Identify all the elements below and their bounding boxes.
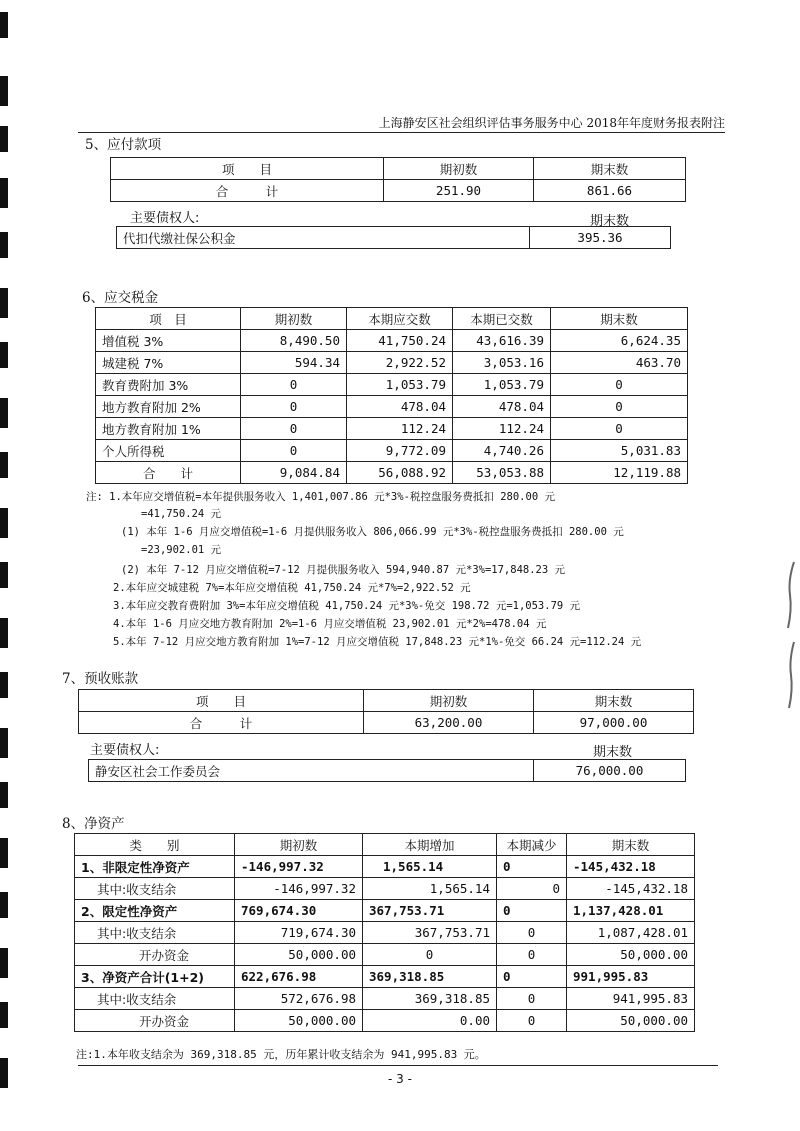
section-title: 6、应交税金 (82, 290, 159, 306)
table-row (75, 856, 695, 878)
note-line: (1) 本年 1-6 月应交增值税=1-6 月提供服务收入 806,066.99 元*3%-税控盘服务费抵扣 280.00 元 (121, 526, 624, 538)
tax-name: 个人所得税 (96, 440, 241, 462)
header-cell: 本期减少 (497, 834, 567, 856)
table-cell: 478.04 (453, 396, 551, 418)
table-cell: -146,997.32 (235, 856, 363, 878)
table-row (96, 330, 688, 352)
binding-mark (0, 562, 8, 588)
net-assets-table (74, 833, 695, 1032)
table-cell: 622,676.98 (235, 966, 363, 988)
table-header-row (75, 834, 695, 856)
creditor-table (116, 226, 671, 249)
section-title: 8、净资产 (62, 816, 125, 832)
header-cell: 期初数 (384, 158, 534, 180)
table-cell: 63,200.00 (364, 712, 534, 734)
binding-mark (0, 76, 8, 106)
table-row (96, 440, 688, 462)
section-title: 7、预收账款 (62, 671, 139, 687)
table-cell: 769,674.30 (235, 900, 363, 922)
binding-mark (0, 782, 8, 808)
table-cell: 12,119.88 (551, 462, 688, 484)
category-name: 2、限定性净资产 (75, 900, 235, 922)
header-cell: 期末数 (567, 834, 695, 856)
note-line: =23,902.01 元 (141, 544, 222, 556)
table-cell: 991,995.83 (567, 966, 695, 988)
table-cell: 0 (497, 900, 567, 922)
binding-mark (0, 178, 8, 208)
header-title: 上海静安区社会组织评估事务服务中心 2018年年度财务报表附注 (378, 116, 725, 130)
table-row (75, 900, 695, 922)
payables-table (110, 157, 686, 202)
binding-mark (0, 12, 8, 38)
note-line: 5.本年 7-12 月应交地方教育附加 1%=7-12 月应交增值税 17,848.23 元*1%-免交 66.24 元=112.24 元 (113, 636, 642, 648)
binding-mark (0, 618, 8, 648)
table-cell: 1,565.14 (363, 856, 497, 878)
note-line: =41,750.24 元 (141, 508, 222, 520)
table-cell: 50,000.00 (567, 944, 695, 966)
category-name: 3、净资产合计(1+2) (75, 966, 235, 988)
table-cell: 1,565.14 (363, 878, 497, 900)
end-balance-label: 期末数 (590, 214, 630, 229)
tax-name: 地方教育附加 1% (96, 418, 241, 440)
tax-name: 教育费附加 3% (96, 374, 241, 396)
table-row (75, 944, 695, 966)
table-cell: 9,084.84 (241, 462, 347, 484)
table-cell: 5,031.83 (551, 440, 688, 462)
binding-mark (0, 232, 8, 258)
table-cell: 53,053.88 (453, 462, 551, 484)
table-header-row (111, 158, 686, 180)
binding-mark (0, 288, 8, 318)
note-line: 4.本年 1-6 月应交地方教育附加 2%=1-6 月应交增值税 23,902.01 元*2%=478.04 元 (113, 618, 547, 630)
table-cell: 0 (241, 396, 347, 418)
page-number: - 3 - (388, 1072, 412, 1086)
category-name: 开办资金 (75, 944, 235, 966)
table-cell: 1,137,428.01 (567, 900, 695, 922)
binding-mark (0, 948, 8, 978)
table-row (96, 418, 688, 440)
table-cell: 941,995.83 (567, 988, 695, 1010)
table-row (75, 1010, 695, 1032)
end-balance-label: 期末数 (593, 745, 633, 760)
table-cell: 369,318.85 (363, 966, 497, 988)
page-header (78, 112, 725, 133)
header-cell: 类 别 (75, 834, 235, 856)
header-cell: 期末数 (534, 690, 694, 712)
table-cell: 369,318.85 (363, 988, 497, 1010)
note-line: 2.本年应交城建税 7%=本年应交增值税 41,750.24 元*7%=2,922.52 元 (113, 582, 471, 594)
table-cell: 41,750.24 (347, 330, 453, 352)
table-row (75, 922, 695, 944)
creditor-table (88, 759, 686, 782)
table-cell: 9,772.09 (347, 440, 453, 462)
table-cell: -146,997.32 (235, 878, 363, 900)
header-cell: 项 目 (79, 690, 364, 712)
tax-name: 增值税 3% (96, 330, 241, 352)
table-cell: 463.70 (551, 352, 688, 374)
creditor-name: 静安区社会工作委员会 (89, 760, 534, 782)
table-row (89, 760, 686, 782)
creditor-label: 主要债权人: (90, 743, 160, 758)
creditor-name: 代扣代缴社保公积金 (117, 227, 530, 249)
total-label: 合 计 (79, 712, 364, 734)
table-row (75, 988, 695, 1010)
table-cell: 76,000.00 (534, 760, 686, 782)
binding-mark (0, 342, 8, 368)
header-cell: 期初数 (364, 690, 534, 712)
header-cell: 本期增加 (363, 834, 497, 856)
binding-mark (0, 508, 8, 538)
table-cell: 478.04 (347, 396, 453, 418)
table-cell: 97,000.00 (534, 712, 694, 734)
table-cell: 56,088.92 (347, 462, 453, 484)
category-name: 其中:收支结余 (75, 922, 235, 944)
header-cell: 期初数 (235, 834, 363, 856)
table-cell: 0 (497, 922, 567, 944)
table-row (111, 180, 686, 202)
net-assets-note: 注:1.本年收支结余为 369,318.85 元，历年累计收支结余为 941,995.83 元。 (76, 1048, 486, 1061)
footer-divider (78, 1065, 718, 1066)
table-cell: 4,740.26 (453, 440, 551, 462)
header-cell: 本期应交数 (347, 308, 453, 330)
binding-mark (0, 728, 8, 758)
section-title: 5、应付款项 (85, 137, 162, 153)
header-cell: 项 目 (96, 308, 241, 330)
table-cell: 6,624.35 (551, 330, 688, 352)
table-row (75, 878, 695, 900)
table-cell: 0 (497, 944, 567, 966)
taxes-payable-table (95, 307, 688, 484)
table-cell: 50,000.00 (235, 944, 363, 966)
advance-receipts-table (78, 689, 694, 734)
seal-edge-mark (786, 560, 796, 630)
table-header-row (96, 308, 688, 330)
seal-edge-mark (786, 640, 796, 710)
binding-mark (0, 1002, 8, 1028)
category-name: 1、非限定性净资产 (75, 856, 235, 878)
table-cell: 594.34 (241, 352, 347, 374)
total-label: 合 计 (111, 180, 384, 202)
tax-name: 地方教育附加 2% (96, 396, 241, 418)
table-cell: 0 (497, 988, 567, 1010)
table-header-row (79, 690, 694, 712)
binding-mark (0, 838, 8, 868)
table-cell: 0 (363, 944, 497, 966)
table-cell: 0 (497, 966, 567, 988)
table-cell: 0.00 (363, 1010, 497, 1032)
table-cell: 0 (497, 856, 567, 878)
header-cell: 期末数 (534, 158, 686, 180)
table-cell: 367,753.71 (363, 922, 497, 944)
table-cell: 8,490.50 (241, 330, 347, 352)
creditor-label: 主要债权人: (130, 211, 200, 226)
table-cell: -145,432.18 (567, 878, 695, 900)
table-cell: 0 (241, 440, 347, 462)
binding-mark (0, 398, 8, 428)
note-line: 3.本年应交教育费附加 3%=本年应交增值税 41,750.24 元*3%-免交 198.72 元=1,053.79 元 (113, 600, 581, 612)
table-row (96, 396, 688, 418)
table-cell: 50,000.00 (567, 1010, 695, 1032)
table-cell: 719,674.30 (235, 922, 363, 944)
table-cell: -145,432.18 (567, 856, 695, 878)
table-cell: 50,000.00 (235, 1010, 363, 1032)
header-cell: 期初数 (241, 308, 347, 330)
table-cell: 0 (551, 418, 688, 440)
table-cell: 395.36 (530, 227, 671, 249)
table-cell: 572,676.98 (235, 988, 363, 1010)
table-row (96, 352, 688, 374)
binding-mark (0, 672, 8, 698)
table-cell: 2,922.52 (347, 352, 453, 374)
table-cell: 112.24 (453, 418, 551, 440)
table-cell: 112.24 (347, 418, 453, 440)
table-cell: 0 (241, 374, 347, 396)
category-name: 其中:收支结余 (75, 988, 235, 1010)
table-cell: 1,087,428.01 (567, 922, 695, 944)
total-row (96, 462, 688, 484)
binding-mark (0, 126, 8, 152)
header-cell: 本期已交数 (453, 308, 551, 330)
header-cell: 期末数 (551, 308, 688, 330)
table-row (79, 712, 694, 734)
table-cell: 0 (497, 878, 567, 900)
binding-mark (0, 892, 8, 918)
tax-name: 城建税 7% (96, 352, 241, 374)
table-cell: 0 (551, 396, 688, 418)
category-name: 其中:收支结余 (75, 878, 235, 900)
total-label: 合 计 (96, 462, 241, 484)
table-row (96, 374, 688, 396)
header-cell: 项 目 (111, 158, 384, 180)
table-cell: 367,753.71 (363, 900, 497, 922)
note-line: (2) 本年 7-12 月应交增值税=7-12 月提供服务收入 594,940.87 元*3%=17,848.23 元 (121, 564, 566, 576)
table-cell: 0 (241, 418, 347, 440)
table-cell: 1,053.79 (453, 374, 551, 396)
table-cell: 3,053.16 (453, 352, 551, 374)
table-cell: 0 (497, 1010, 567, 1032)
table-cell: 0 (551, 374, 688, 396)
note-line: 注: 1.本年应交增值税=本年提供服务收入 1,401,007.86 元*3%-税控盘服务费抵扣 280.00 元 (86, 491, 555, 503)
table-cell: 861.66 (534, 180, 686, 202)
table-row (117, 227, 671, 249)
table-cell: 251.90 (384, 180, 534, 202)
binding-mark (0, 452, 8, 478)
table-cell: 43,616.39 (453, 330, 551, 352)
category-name: 开办资金 (75, 1010, 235, 1032)
table-row (75, 966, 695, 988)
table-cell: 1,053.79 (347, 374, 453, 396)
